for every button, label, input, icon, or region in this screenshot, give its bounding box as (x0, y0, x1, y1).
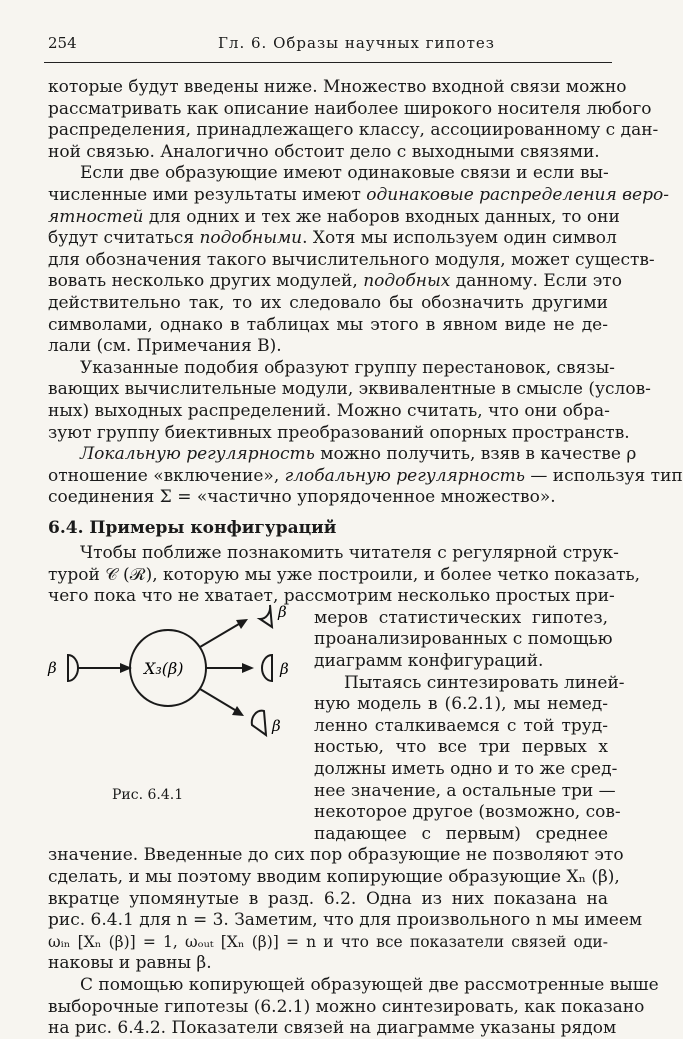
page-header (40, 34, 612, 56)
text-line (48, 465, 683, 487)
text-line (48, 206, 620, 228)
text-line: символами, однако в таблицах мы этого в явном виде не де- (48, 314, 608, 335)
text-line: проанализированных с помощью (314, 629, 613, 650)
text-line: сделать, и мы поэтому вводим копирующие образующие Xₙ (β), (48, 867, 620, 887)
emphasis: подобными (199, 228, 303, 249)
text-line: рассматривать как описание наиболее широкого носителя любого (48, 98, 652, 119)
running-head: Гл. 6. Образы научных гипотез (218, 34, 495, 52)
figure-6-4-1 (40, 599, 310, 759)
page-number: 254 (48, 34, 77, 52)
output-bond-label-top: β (278, 602, 287, 621)
text-line: должны иметь одно и то же сред- (314, 759, 618, 779)
output-arrowhead-bottom (232, 706, 244, 716)
text-line: чего пока что не хватает, рассмотрим несколько простых при- (48, 586, 615, 607)
emphasis: одинаковые распределения веро- (366, 185, 669, 205)
text-line: ленно сталкиваемся с той труд- (314, 715, 608, 736)
text-line: которые будут введены ниже. Множество входной связи можно (48, 77, 627, 97)
text-span: можно получить, взяв в качестве ρ (314, 444, 637, 465)
text-span: для одних и тех же наборов входных данных, то они (143, 206, 620, 227)
figure-caption: Рис. 6.4.1 (112, 787, 184, 804)
text-line: ную модель в (6.2.1), мы немед- (314, 694, 608, 715)
text-span: численные ими результаты имеют (48, 185, 367, 205)
text-span: будут считаться (48, 228, 200, 249)
text-line: действительно так, то их следовало бы обозначить другими (48, 293, 608, 313)
text-line: зуют группу биективных преобразований опорных пространств. (48, 422, 630, 443)
text-line (48, 184, 669, 206)
text-line: С помощью копирующей образующей две рассмотренные выше (80, 975, 659, 995)
text-line: рис. 6.4.1 для n = 3. Заметим, что для произвольного n мы имеем (48, 910, 643, 931)
text-line: диаграмм конфигураций. (314, 651, 544, 671)
text-line: падающее с первым) среднее (314, 823, 608, 844)
text-line: ных) выходных распределений. Можно считать, что они обра- (48, 401, 610, 421)
output-bond-label-bottom: β (272, 716, 281, 735)
text-span: . Хотя мы используем один символ (302, 228, 617, 249)
input-bond-label: β (48, 658, 57, 677)
text-span: вовать несколько других модулей, (48, 271, 364, 292)
text-line: Чтобы поближе познакомить читателя с регулярной струк- (80, 543, 619, 563)
text-span: отношение «включение», (48, 465, 285, 486)
text-line: на рис. 6.4.2. Показатели связей на диаграмме указаны рядом (48, 1018, 617, 1039)
text-line: нее значение, а остальные три — (314, 780, 616, 801)
output-bond-top (260, 605, 272, 627)
text-line: ной связью. Аналогично обстоит дело с выходными связями. (48, 141, 600, 162)
text-line: наковы и равны β. (48, 953, 212, 974)
text-line: Если две образующие имеют одинаковые связи и если вы- (80, 163, 609, 184)
output-arrow-top (200, 621, 244, 647)
text-line: вающих вычислительные модули, эквивалентные в смысле (услов- (48, 379, 651, 400)
output-bond-bottom (252, 711, 266, 735)
text-line: соединения Σ = «частично упорядоченное множество». (48, 487, 556, 508)
text-line (80, 443, 637, 465)
text-line: некоторое другое (возможно, сов- (314, 802, 621, 823)
output-arrow-bottom (200, 689, 240, 713)
text-line: значение. Введенные до сих пор образующие не позволяют это (48, 845, 624, 866)
text-line: турой 𝒞 (ℛ), которую мы уже построили, и более четко показать, (48, 564, 641, 585)
text-line: ωᵢₙ [Xₙ (β)] = 1, ωₒᵤₜ [Xₙ (β)] = n и что все показатели связей оди- (48, 932, 608, 951)
text-line: распределения, принадлежащего классу, ассоциированному с дан- (48, 120, 659, 141)
text-span: — используя тип (524, 465, 683, 486)
text-line (48, 270, 622, 292)
output-arrowhead-middle (242, 663, 254, 673)
output-bond-middle (262, 655, 272, 681)
text-line: ностью, что все три первых x (314, 737, 608, 758)
text-span: данному. Если это (450, 271, 622, 292)
text-line: выборочные гипотезы (6.2.1) можно синтезировать, как показано (48, 996, 645, 1017)
text-line: для обозначения такого вычислительного модуля, может существ- (48, 249, 655, 270)
emphasis: ятностей (48, 206, 144, 227)
text-line (48, 227, 617, 249)
text-line: Пытаясь синтезировать линей- (344, 672, 625, 693)
emphasis: подобных (363, 271, 451, 292)
text-line: меров статистических гипотез, (314, 607, 608, 628)
text-line: лали (см. Примечания В). (48, 336, 282, 357)
section-heading: 6.4. Примеры конфигураций (48, 518, 337, 538)
input-bond-shape (68, 655, 78, 681)
text-line: вкратце упомянутые в разд. 6.2. Одна из них показана на (48, 888, 608, 909)
emphasis: Локальную регулярность (80, 444, 315, 465)
header-rule (44, 62, 612, 63)
text-line: Указанные подобия образуют группу перестановок, связы- (80, 357, 615, 378)
generator-label: X₃(β) (144, 658, 184, 678)
output-bond-label-middle: β (280, 659, 289, 678)
emphasis: глобальную регулярность (284, 465, 525, 486)
